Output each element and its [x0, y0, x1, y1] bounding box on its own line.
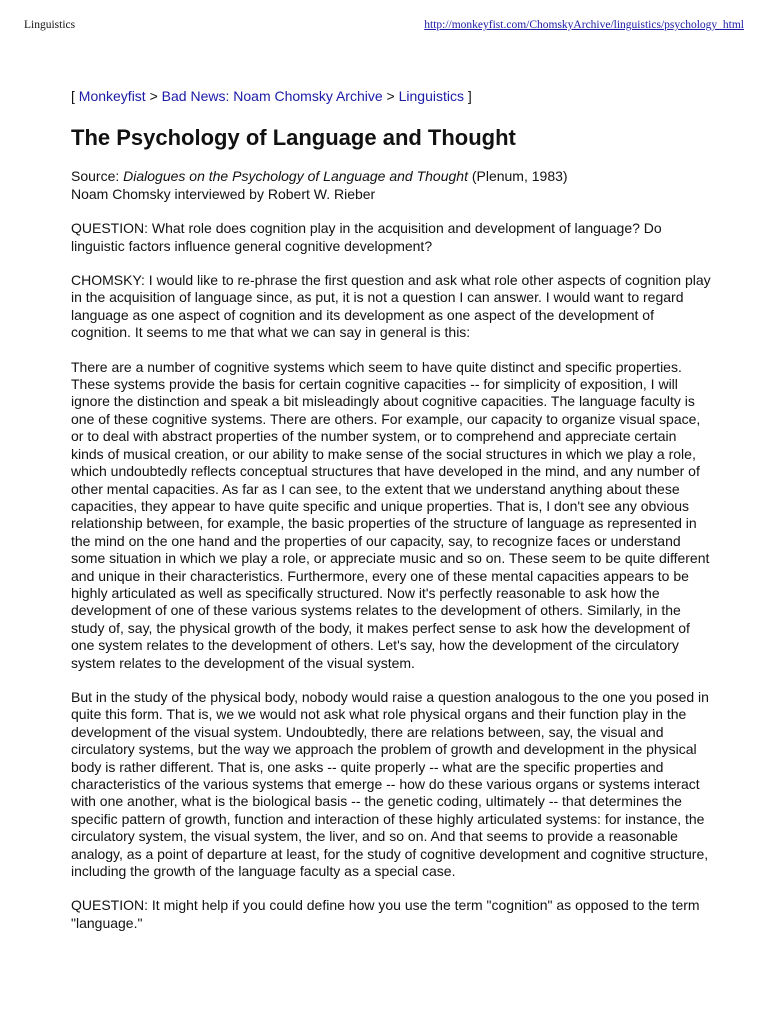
paragraph-question-2: QUESTION: It might help if you could define how you use the term "cognition" as opposed to the term "language."	[71, 897, 700, 931]
paragraph-question-1: QUESTION: What role does cognition play in the acquisition and development of language? Do linguistic factors influence general cognitive development?	[71, 220, 662, 254]
breadcrumb-link-linguistics[interactable]: Linguistics	[398, 88, 464, 104]
paragraph-answer-1: CHOMSKY: I would like to re-phrase the first question and ask what role other aspects of cognition play in the acquisition of language since, as put, it is not a question I can answer. I would want to regard language as one aspect of cognition and its development as one aspect of the development of cognition. It seems to me that what we can say in general is this:	[71, 272, 711, 341]
print-page-label: Linguistics	[24, 19, 76, 31]
paragraph-cognitive-systems: There are a number of cognitive systems which seem to have quite distinct and specific properties. These systems provide the basis for certain cognitive capacities -- for simplicity of exposition, I will ignore the distinction and speak a bit misleadingly about cognitive capacities. The language faculty is one of these cognitive systems. There are others. For example, our capacity to organize visual space, or to deal with abstract properties of the number system, or to comprehend and appreciate certain kinds of musical creation, or our ability to make sense of the social structures in which we play a role, which undoubtedly reflects conceptual structures that have developed in the mind, and any number of other mental capacities. As far as I can see, to the extent that we understand anything about these capacities, they appear to have quite specific and unique properties. That is, I don't see any obvious relationship between, for example, the basic properties of the structure of language as represented in the mind on the one hand and the properties of our capacity, say, to recognize faces or understand some situation in which we play a role, or appreciate music and so on. These seem to be quite different and unique in their characteristics. Furthermore, every one of these mental capacities appears to be highly articulated as well as specifically structured. Now it's perfectly reasonable to ask how the development of one of these various systems relates to the development of others. Similarly, in the study of, say, the physical growth of the body, it makes perfect sense to ask how the development of one system relates to the development of others. Let's say, how the development of the circulatory system relates to the development of the visual system.	[71, 358, 710, 671]
source-publisher: (Plenum, 1983)	[467, 168, 568, 185]
breadcrumb-open-bracket: [	[71, 88, 79, 104]
source-interview-credit: Noam Chomsky interviewed by Robert W. Rieber	[71, 185, 376, 202]
breadcrumb-close-bracket: ]	[463, 88, 472, 104]
print-page-url[interactable]: http://monkeyfist.com/ChomskyArchive/linguistics/psychology_html	[424, 19, 744, 31]
article-content	[71, 88, 711, 932]
source-citation	[71, 168, 711, 203]
breadcrumb-link-monkeyfist[interactable]: Monkeyfist	[78, 88, 146, 104]
source-work-title: Dialogues on the Psychology of Language and Thought	[123, 168, 468, 185]
breadcrumb-separator: >	[145, 88, 162, 104]
breadcrumb-separator: >	[382, 88, 399, 104]
breadcrumb	[71, 88, 711, 105]
page-title: The Psychology of Language and Thought	[71, 125, 516, 151]
source-prefix: Source:	[71, 168, 124, 185]
paragraph-physical-body: But in the study of the physical body, nobody would raise a question analogous to the one you posed in quite this form. That is, we we would not ask what role physical organs and their function play in the development of the visual system. Undoubtedly, there are relations between, say, the visual and circulatory systems, but the way we approach the problem of growth and development in the physical body is rather different. That is, one asks -- quite properly -- what are the specific properties and characteristics of the various systems that emerge -- how do these various organs or systems interact with one another, what is the biological basis -- the genetic coding, ultimately -- that determines the specific pattern of growth, function and interaction of these highly articulated systems: for instance, the circulatory system, the visual system, the liver, and so on. And that seems to provide a reasonable analogy, as a point of departure at least, for the study of cognitive development and cognitive structure, including the growth of the language faculty as a special case.	[71, 688, 709, 880]
breadcrumb-link-chomsky-archive[interactable]: Bad News: Noam Chomsky Archive	[161, 88, 383, 104]
print-header	[24, 19, 744, 37]
